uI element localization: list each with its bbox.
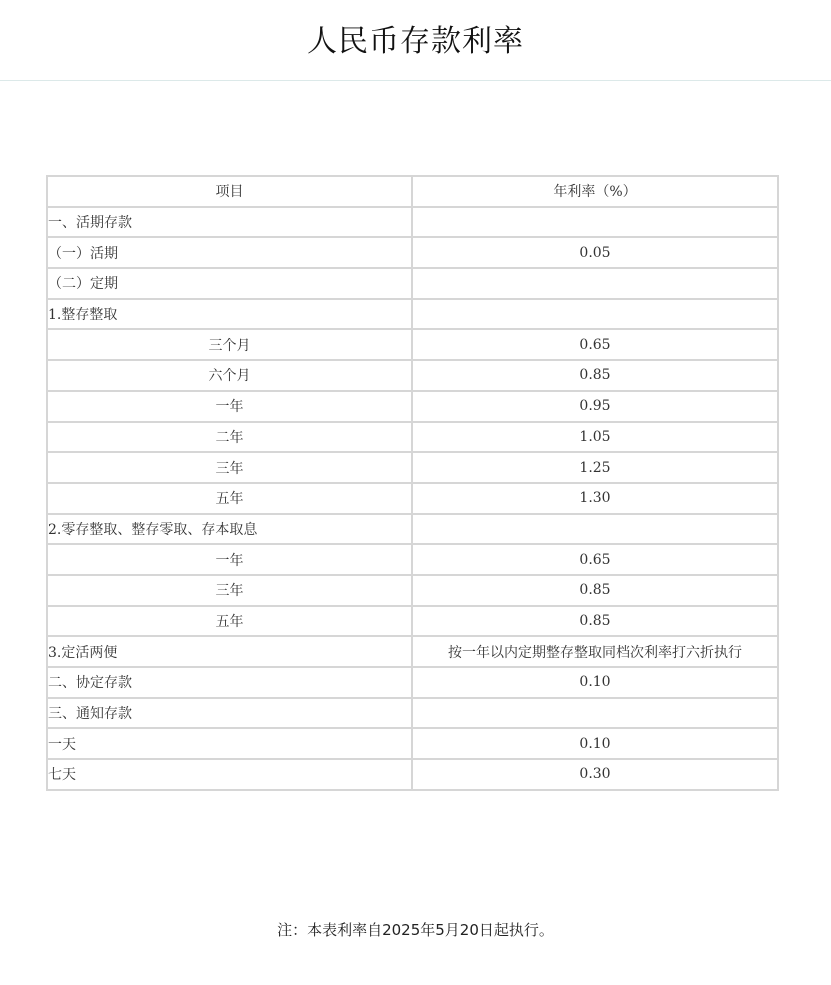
table-row xyxy=(47,422,778,453)
table-row xyxy=(47,544,778,575)
row-rate-value: 0.85 xyxy=(412,606,778,637)
table-row xyxy=(47,728,778,759)
row-rate-value: 0.05 xyxy=(412,237,778,268)
row-item-label: 一年 xyxy=(47,391,412,422)
row-item-label: 1.整存整取 xyxy=(47,299,412,330)
table-row xyxy=(47,360,778,391)
row-item-label: 五年 xyxy=(47,606,412,637)
row-rate-value xyxy=(412,698,778,729)
table-row xyxy=(47,237,778,268)
row-rate-value: 0.30 xyxy=(412,759,778,790)
deposit-rate-table xyxy=(46,175,779,791)
row-item-label: 五年 xyxy=(47,483,412,514)
row-rate-value: 0.65 xyxy=(412,544,778,575)
table-row xyxy=(47,391,778,422)
row-item-label: 3.定活两便 xyxy=(47,636,412,667)
row-item-label: 二、协定存款 xyxy=(47,667,412,698)
row-item-label: 六个月 xyxy=(47,360,412,391)
row-item-label: 三年 xyxy=(47,575,412,606)
effective-date-note: 注：本表利率自2025年5月20日起执行。 xyxy=(277,921,554,939)
row-rate-value xyxy=(412,514,778,545)
column-header-rate: 年利率（%） xyxy=(412,176,778,207)
row-item-label: （一）活期 xyxy=(47,237,412,268)
row-item-label: 2.零存整取、整存零取、存本取息 xyxy=(47,514,412,545)
table-row xyxy=(47,268,778,299)
table-row xyxy=(47,667,778,698)
row-item-label: 三个月 xyxy=(47,329,412,360)
row-rate-value xyxy=(412,207,778,238)
table-body xyxy=(47,207,778,790)
row-rate-value: 0.10 xyxy=(412,667,778,698)
row-item-label: 一年 xyxy=(47,544,412,575)
table-row xyxy=(47,299,778,330)
table-row xyxy=(47,329,778,360)
row-item-label: 七天 xyxy=(47,759,412,790)
table-row xyxy=(47,514,778,545)
page-title: 人民币存款利率 xyxy=(307,24,524,59)
column-header-item: 项目 xyxy=(47,176,412,207)
row-item-label: 一、活期存款 xyxy=(47,207,412,238)
table-row xyxy=(47,483,778,514)
row-item-label: （二）定期 xyxy=(47,268,412,299)
row-rate-value: 1.30 xyxy=(412,483,778,514)
row-item-label: 三、通知存款 xyxy=(47,698,412,729)
row-rate-value: 0.10 xyxy=(412,728,778,759)
row-rate-value: 0.85 xyxy=(412,360,778,391)
row-rate-value: 0.95 xyxy=(412,391,778,422)
table-row xyxy=(47,698,778,729)
row-rate-value: 0.65 xyxy=(412,329,778,360)
table-row xyxy=(47,575,778,606)
table-row xyxy=(47,759,778,790)
table-row xyxy=(47,636,778,667)
table-row xyxy=(47,452,778,483)
row-rate-value xyxy=(412,299,778,330)
row-item-label: 一天 xyxy=(47,728,412,759)
row-rate-value: 1.05 xyxy=(412,422,778,453)
table-header-row xyxy=(47,176,778,207)
row-item-label: 三年 xyxy=(47,452,412,483)
row-rate-value: 1.25 xyxy=(412,452,778,483)
page-header xyxy=(0,0,831,81)
table-row xyxy=(47,606,778,637)
row-rate-value: 按一年以内定期整存整取同档次利率打六折执行 xyxy=(412,636,778,667)
table-row xyxy=(47,207,778,238)
row-item-label: 二年 xyxy=(47,422,412,453)
row-rate-value xyxy=(412,268,778,299)
row-rate-value: 0.85 xyxy=(412,575,778,606)
